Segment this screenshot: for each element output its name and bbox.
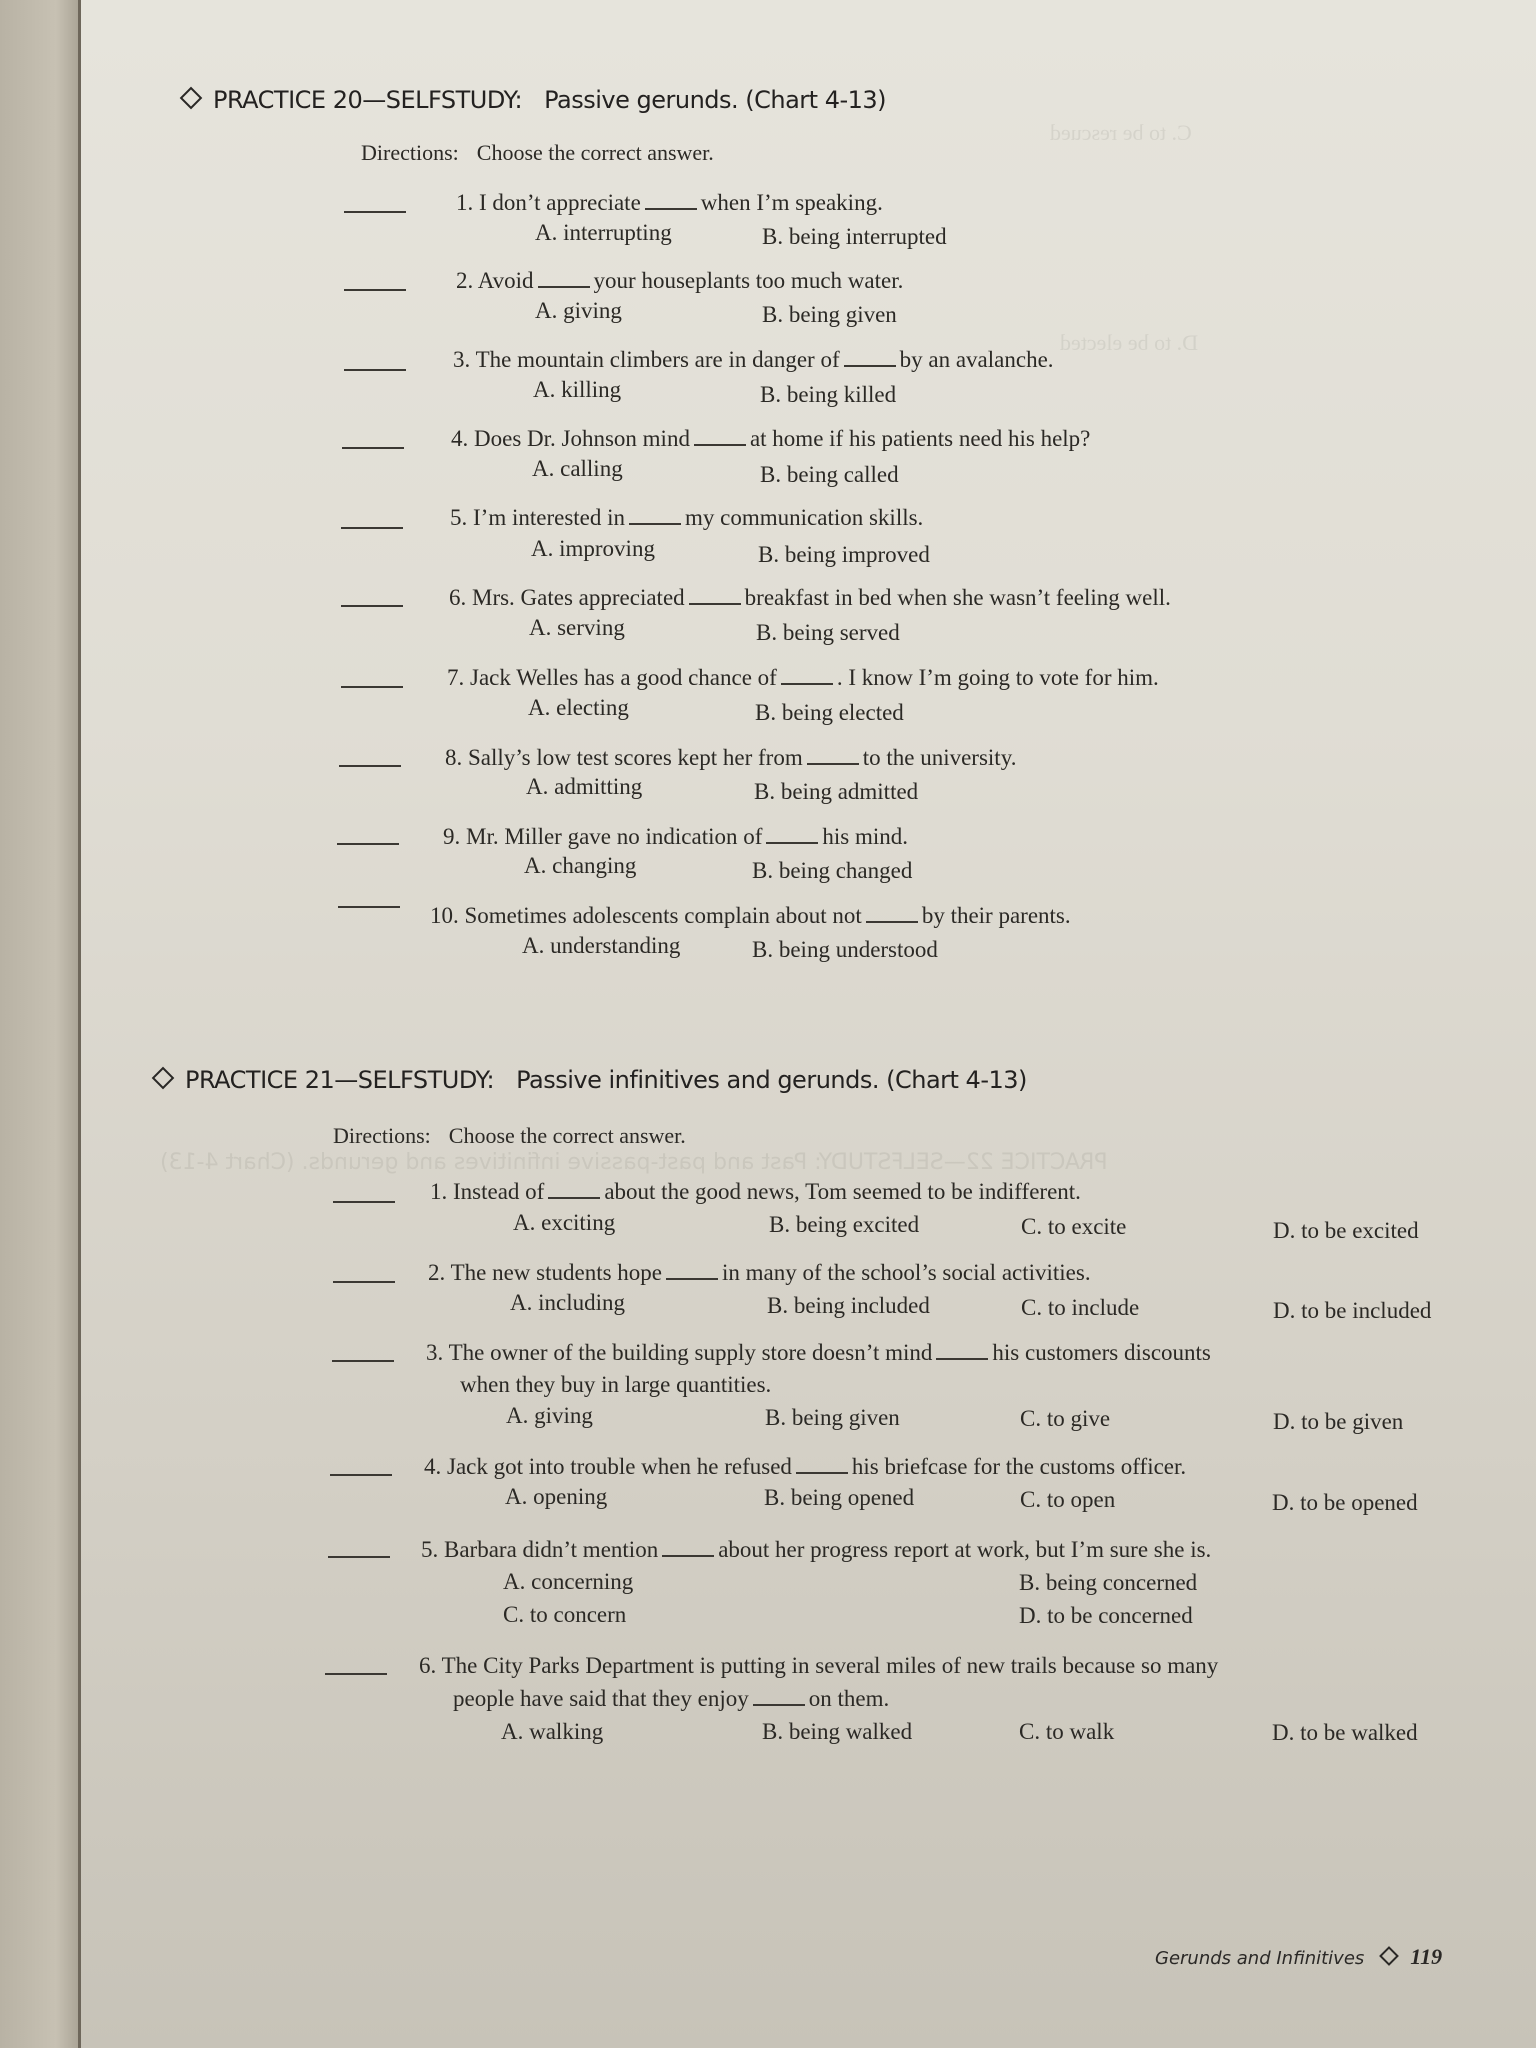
answer-blank[interactable]	[333, 1201, 395, 1203]
practice-20-directions	[361, 140, 714, 166]
option-a[interactable]: A. changing	[524, 853, 637, 878]
question-text: when I’m speaking.	[700, 190, 883, 215]
question-number: 3.	[426, 1340, 444, 1365]
directions-label: Directions:	[361, 140, 459, 165]
answer-blank[interactable]	[328, 1556, 390, 1558]
question-text: Mr. Miller gave no indication of	[466, 824, 763, 849]
option-b[interactable]: B. being opened	[764, 1485, 915, 1510]
diamond-bullet-icon	[180, 87, 203, 110]
question-1	[456, 188, 883, 218]
option-b[interactable]: B. being given	[765, 1405, 900, 1430]
answer-blank[interactable]	[332, 1360, 394, 1362]
answer-blank[interactable]	[344, 289, 406, 291]
answer-blank[interactable]	[339, 765, 401, 767]
option-d[interactable]: D. to be included	[1273, 1298, 1432, 1323]
question-text: Barbara didn’t mention	[444, 1537, 659, 1562]
question-7	[447, 663, 1159, 693]
practice-topic: Passive gerunds. (Chart 4-13)	[544, 86, 887, 114]
question-9	[443, 822, 908, 852]
question-text: Mrs. Gates appreciated	[472, 585, 685, 610]
practice-21-directions	[333, 1123, 686, 1149]
answer-blank[interactable]	[337, 843, 399, 845]
practice-21-heading	[155, 1066, 1027, 1094]
inline-blank	[694, 444, 746, 446]
inline-blank	[666, 1278, 718, 1280]
question-text: Sometimes adolescents complain about not	[464, 903, 862, 928]
bleed-through-text: C. to be rescued	[1050, 120, 1192, 145]
option-a[interactable]: A. admitting	[526, 774, 643, 799]
question-number: 1.	[430, 1179, 448, 1204]
option-b[interactable]: B. being called	[760, 462, 899, 487]
option-a[interactable]: A. serving	[529, 615, 625, 640]
answer-blank[interactable]	[344, 369, 406, 371]
diamond-separator-icon	[1379, 1946, 1399, 1966]
inline-blank	[807, 763, 859, 765]
question-text: The City Parks Department is putting in several miles of new trails because so many	[441, 1653, 1219, 1678]
question-3	[453, 345, 1054, 375]
question-text: . I know I’m going to vote for him.	[836, 665, 1159, 690]
question-2	[456, 266, 903, 296]
option-b[interactable]: B. being given	[762, 302, 897, 327]
question-number: 5.	[421, 1537, 439, 1562]
question-text: by their parents.	[921, 903, 1071, 928]
question-text: people have said that they enjoy	[453, 1686, 749, 1711]
option-d[interactable]: D. to be walked	[1272, 1720, 1418, 1745]
option-c[interactable]: C. to include	[1021, 1295, 1140, 1320]
question-text: I’m interested in	[473, 505, 626, 530]
option-a[interactable]: A. walking	[501, 1719, 604, 1744]
option-b[interactable]: B. being improved	[758, 542, 930, 567]
option-d[interactable]: D. to be given	[1273, 1409, 1404, 1434]
question-number: 10.	[430, 903, 459, 928]
option-a[interactable]: A. opening	[505, 1484, 608, 1509]
diamond-bullet-icon	[152, 1067, 175, 1090]
question-2	[428, 1258, 1091, 1288]
bleed-through-text: D. to be elected	[1060, 330, 1199, 355]
inline-blank	[662, 1555, 714, 1557]
option-b[interactable]: B. being excited	[769, 1212, 920, 1237]
answer-blank[interactable]	[341, 686, 403, 688]
answer-blank[interactable]	[330, 1474, 392, 1476]
question-text: to the university.	[862, 745, 1017, 770]
answer-blank[interactable]	[325, 1673, 387, 1675]
inline-blank	[753, 1704, 805, 1706]
question-text: Instead of	[453, 1179, 545, 1204]
question-6	[419, 1651, 1218, 1681]
question-number: 2.	[428, 1260, 446, 1285]
option-b[interactable]: B. being walked	[762, 1719, 913, 1744]
question-number: 2.	[456, 268, 474, 293]
question-6-continuation	[453, 1684, 889, 1714]
question-1	[430, 1177, 1081, 1207]
question-text: your houseplants too much water.	[593, 268, 904, 293]
question-text: his customers discounts	[992, 1340, 1211, 1365]
inline-blank	[645, 208, 697, 210]
option-a[interactable]: A. interrupting	[535, 220, 672, 245]
question-text: his mind.	[822, 824, 909, 849]
question-text: his briefcase for the customs officer.	[851, 1454, 1187, 1479]
answer-blank[interactable]	[333, 1281, 395, 1283]
question-10	[430, 901, 1071, 931]
option-c[interactable]: C. to concern	[503, 1602, 627, 1627]
question-text: at home if his patients need his help?	[749, 426, 1091, 451]
directions-text: Choose the correct answer.	[448, 1123, 686, 1148]
question-number: 8.	[445, 745, 463, 770]
option-a[interactable]: A. giving	[535, 298, 622, 323]
directions-label: Directions:	[333, 1123, 431, 1148]
inline-blank	[689, 603, 741, 605]
question-text: Sally’s low test scores kept her from	[468, 745, 803, 770]
question-number: 9.	[443, 824, 461, 849]
question-number: 4.	[451, 426, 469, 451]
question-text: The new students hope	[450, 1260, 663, 1285]
question-4	[424, 1452, 1186, 1482]
option-d[interactable]: D. to be concerned	[1019, 1603, 1193, 1628]
question-text: on them.	[808, 1686, 890, 1711]
adjacent-page-strip	[0, 0, 80, 2048]
inline-blank	[548, 1197, 600, 1199]
option-b[interactable]: B. being concerned	[1019, 1570, 1198, 1595]
question-text: I don’t appreciate	[479, 190, 641, 215]
question-3	[426, 1338, 1211, 1368]
question-text: The owner of the building supply store doesn’t mind	[448, 1340, 933, 1365]
option-a[interactable]: A. killing	[533, 377, 622, 402]
question-6	[449, 583, 1171, 613]
question-text: by an avalanche.	[899, 347, 1054, 372]
option-b[interactable]: B. being killed	[760, 382, 897, 407]
question-8	[445, 743, 1016, 773]
option-b[interactable]: B. being included	[767, 1293, 930, 1318]
question-number: 6.	[449, 585, 467, 610]
option-a[interactable]: A. improving	[531, 536, 655, 561]
question-5	[421, 1535, 1211, 1565]
question-text: breakfast in bed when she wasn’t feeling well.	[744, 585, 1171, 610]
page-footer	[1155, 1944, 1442, 1970]
option-c[interactable]: C. to walk	[1019, 1719, 1115, 1744]
question-text: Avoid	[477, 268, 534, 293]
inline-blank	[781, 683, 833, 685]
option-a[interactable]: A. electing	[528, 695, 629, 720]
option-b[interactable]: B. being admitted	[754, 779, 919, 804]
question-text: Does Dr. Johnson mind	[474, 426, 690, 451]
option-b[interactable]: B. being understood	[752, 937, 938, 962]
practice-topic: Passive infinitives and gerunds. (Chart 4-13)	[516, 1066, 1027, 1094]
question-number: 7.	[447, 665, 465, 690]
question-text: Jack got into trouble when he refused	[447, 1454, 792, 1479]
bleed-through-text: PRACTICE 22—SELFSTUDY: Past and past-passive infinitives and gerunds. (Chart 4-13)	[160, 1150, 1108, 1175]
option-d[interactable]: D. to be excited	[1273, 1218, 1419, 1243]
answer-blank[interactable]	[338, 906, 400, 908]
question-text: The mountain climbers are in danger of	[475, 347, 840, 372]
question-number: 3.	[453, 347, 471, 372]
option-a[interactable]: A. giving	[506, 1403, 593, 1428]
option-b[interactable]: B. being changed	[752, 858, 913, 883]
answer-blank[interactable]	[341, 605, 403, 607]
inline-blank	[844, 365, 896, 367]
question-number: 5.	[450, 505, 468, 530]
inline-blank	[866, 921, 918, 923]
option-d[interactable]: D. to be opened	[1272, 1490, 1418, 1515]
inline-blank	[538, 286, 590, 288]
option-a[interactable]: A. including	[510, 1290, 625, 1315]
page-number: 119	[1410, 1944, 1443, 1969]
question-3-continuation: when they buy in large quantities.	[460, 1372, 772, 1397]
option-b[interactable]: B. being interrupted	[762, 224, 947, 249]
inline-blank	[936, 1358, 988, 1360]
option-b[interactable]: B. being served	[756, 620, 900, 645]
option-c[interactable]: C. to excite	[1021, 1214, 1127, 1239]
directions-text: Choose the correct answer.	[476, 140, 714, 165]
question-text: my communication skills.	[685, 505, 924, 530]
option-b[interactable]: B. being elected	[755, 700, 904, 725]
option-a[interactable]: A. exciting	[513, 1210, 616, 1235]
option-c[interactable]: C. to give	[1020, 1406, 1111, 1431]
practice-label: PRACTICE 20—SELFSTUDY:	[213, 86, 523, 114]
question-text: about the good news, Tom seemed to be indifferent.	[604, 1179, 1081, 1204]
option-a[interactable]: A. calling	[532, 456, 623, 481]
option-a[interactable]: A. concerning	[503, 1569, 634, 1594]
answer-blank[interactable]	[341, 527, 403, 529]
inline-blank	[796, 1472, 848, 1474]
question-number: 4.	[424, 1454, 442, 1479]
answer-blank[interactable]	[342, 447, 404, 449]
option-a[interactable]: A. understanding	[522, 933, 681, 958]
question-text: in many of the school’s social activities.	[722, 1260, 1091, 1285]
question-text: Jack Welles has a good chance of	[470, 665, 777, 690]
question-text: about her progress report at work, but I’m sure she is.	[718, 1537, 1212, 1562]
inline-blank	[629, 523, 681, 525]
option-c[interactable]: C. to open	[1020, 1487, 1116, 1512]
inline-blank	[766, 842, 818, 844]
question-4	[451, 424, 1090, 454]
question-number: 1.	[456, 190, 474, 215]
practice-label: PRACTICE 21—SELFSTUDY:	[185, 1066, 495, 1094]
question-number: 6.	[419, 1653, 437, 1678]
running-title: Gerunds and Infinitives	[1155, 1948, 1365, 1969]
answer-blank[interactable]	[344, 211, 406, 213]
practice-20-heading	[183, 86, 886, 114]
question-5	[450, 503, 923, 533]
